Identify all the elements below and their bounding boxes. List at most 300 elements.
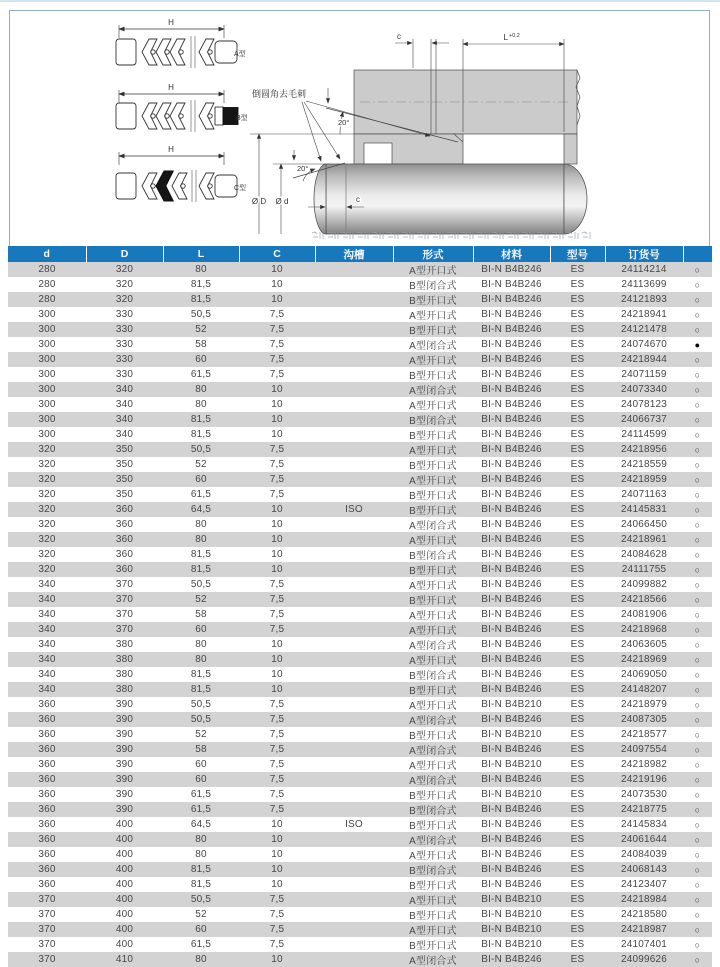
cell-model: ES xyxy=(570,399,585,410)
cell-model: ES xyxy=(570,639,585,650)
cell-model: ES xyxy=(570,609,585,620)
availability-dot: ○ xyxy=(694,429,701,440)
housing-section xyxy=(354,70,580,164)
cell-groove xyxy=(315,607,393,622)
cell-groove xyxy=(315,562,393,577)
cell-D: 360 xyxy=(115,564,134,575)
cell-C: 10 xyxy=(271,279,283,290)
cell-d: 300 xyxy=(38,354,56,365)
cell-model: ES xyxy=(570,294,585,305)
cell-L: 52 xyxy=(195,729,207,740)
availability-dot: ○ xyxy=(694,624,701,635)
table-row xyxy=(8,382,712,397)
cell-groove xyxy=(315,802,393,817)
cell-D: 350 xyxy=(115,489,134,500)
cell-L: 81,5 xyxy=(190,564,212,575)
availability-dot: ○ xyxy=(694,489,701,500)
cell-groove xyxy=(315,412,393,427)
cell-C: 10 xyxy=(271,864,283,875)
cell-material: BI-N B4B210 xyxy=(481,699,542,710)
cell-D: 400 xyxy=(115,909,134,920)
cell-order-no: 24219196 xyxy=(620,774,668,785)
cell-order-no: 24218775 xyxy=(620,804,668,815)
dim-h-label-a: H xyxy=(168,18,174,27)
cell-form: A型开口式 xyxy=(409,536,457,547)
cell-L: 50,5 xyxy=(190,699,212,710)
cell-order-no: 24084628 xyxy=(620,549,668,560)
cell-D: 380 xyxy=(115,669,134,680)
cell-model: ES xyxy=(570,924,585,935)
cell-C: 10 xyxy=(271,639,283,650)
cell-L: 80 xyxy=(195,654,207,665)
cell-model: ES xyxy=(570,804,585,815)
cell-groove xyxy=(315,697,393,712)
cell-L: 64,5 xyxy=(190,819,212,830)
table-row xyxy=(8,637,712,652)
table-row xyxy=(8,352,712,367)
cell-groove xyxy=(315,292,393,307)
cell-L: 52 xyxy=(195,594,207,605)
watermark-strip xyxy=(311,230,591,240)
cell-C: 7,5 xyxy=(269,714,285,725)
cell-D: 400 xyxy=(115,939,134,950)
cell-D: 360 xyxy=(115,519,134,530)
cell-C: 7,5 xyxy=(269,579,285,590)
table-row xyxy=(8,697,712,712)
cell-order-no: 24218987 xyxy=(620,924,668,935)
cell-L: 81,5 xyxy=(190,414,212,425)
cell-material: BI-N B4B246 xyxy=(481,384,542,395)
cell-order-no: 24097554 xyxy=(620,744,668,755)
table-row xyxy=(8,652,712,667)
cell-material: BI-N B4B246 xyxy=(481,684,542,695)
cell-L: 50,5 xyxy=(190,309,212,320)
cell-groove xyxy=(315,652,393,667)
deburr-note: 倒圆角去毛刺 xyxy=(252,89,307,99)
cell-order-no: 24218580 xyxy=(620,909,668,920)
cell-L: 61,5 xyxy=(190,789,212,800)
cell-material: BI-N B4B246 xyxy=(481,774,542,785)
cell-C: 7,5 xyxy=(269,309,285,320)
cell-d: 280 xyxy=(38,279,56,290)
availability-dot: ○ xyxy=(694,804,701,815)
availability-dot: ○ xyxy=(694,819,701,830)
cell-d: 320 xyxy=(38,504,56,515)
header-C: C xyxy=(239,246,315,262)
cell-order-no: 24218956 xyxy=(620,444,668,455)
cell-d: 340 xyxy=(38,669,56,680)
cell-D: 400 xyxy=(115,894,134,905)
cell-L: 58 xyxy=(195,339,207,350)
cell-order-no: 24084039 xyxy=(620,849,668,860)
table-row xyxy=(8,862,712,877)
cell-material: BI-N B4B246 xyxy=(481,609,542,620)
cell-L: 60 xyxy=(195,774,207,785)
cell-C: 7,5 xyxy=(269,609,285,620)
table-row xyxy=(8,292,712,307)
cell-C: 7,5 xyxy=(269,459,285,470)
table-row xyxy=(8,682,712,697)
cell-d: 360 xyxy=(38,714,56,725)
cell-L: 52 xyxy=(195,324,207,335)
cell-material: BI-N B4B246 xyxy=(481,354,542,365)
cell-C: 7,5 xyxy=(269,489,285,500)
cell-L: 80 xyxy=(195,639,207,650)
cell-model: ES xyxy=(570,474,585,485)
cell-d: 320 xyxy=(38,489,56,500)
cell-D: 330 xyxy=(115,309,134,320)
cell-C: 7,5 xyxy=(269,594,285,605)
cell-groove xyxy=(315,667,393,682)
cell-model: ES xyxy=(570,909,585,920)
seal-diagram-c xyxy=(116,152,237,202)
cell-form: B型开口式 xyxy=(409,821,457,832)
cell-C: 10 xyxy=(271,684,283,695)
cell-model: ES xyxy=(570,714,585,725)
table-row xyxy=(8,712,712,727)
cell-form: A型闭合式 xyxy=(409,386,457,397)
availability-dot: ○ xyxy=(694,384,701,395)
cell-L: 60 xyxy=(195,474,207,485)
table-row xyxy=(8,592,712,607)
cell-L: 80 xyxy=(195,264,207,275)
cell-D: 400 xyxy=(115,879,134,890)
cell-groove xyxy=(315,712,393,727)
cell-model: ES xyxy=(570,864,585,875)
availability-dot: ○ xyxy=(694,579,701,590)
cell-L: 81,5 xyxy=(190,429,212,440)
cell-C: 10 xyxy=(271,414,283,425)
table-row xyxy=(8,277,712,292)
cell-form: A型开口式 xyxy=(409,401,457,412)
cell-material: BI-N B4B210 xyxy=(481,894,542,905)
cell-C: 7,5 xyxy=(269,909,285,920)
cell-order-no: 24061644 xyxy=(620,834,668,845)
cell-form: A型闭合式 xyxy=(409,341,457,352)
cell-d: 280 xyxy=(38,264,56,275)
cell-form: A型闭合式 xyxy=(409,836,457,847)
cell-order-no: 24145834 xyxy=(620,819,668,830)
cell-model: ES xyxy=(570,654,585,665)
cell-order-no: 24114214 xyxy=(621,264,667,275)
cell-groove xyxy=(315,472,393,487)
cell-form: A型开口式 xyxy=(409,626,457,637)
cell-material: BI-N B4B246 xyxy=(481,879,542,890)
cell-C: 7,5 xyxy=(269,744,285,755)
availability-dot: ○ xyxy=(694,774,701,785)
cell-C: 10 xyxy=(271,954,283,965)
table-row xyxy=(8,742,712,757)
cell-L: 61,5 xyxy=(190,804,212,815)
cell-model: ES xyxy=(570,789,585,800)
seal-diagram-a xyxy=(116,25,237,68)
cell-form: B型开口式 xyxy=(409,686,457,697)
cell-material: BI-N B4B246 xyxy=(481,549,542,560)
cell-L: 58 xyxy=(195,609,207,620)
cell-material: BI-N B4B246 xyxy=(481,579,542,590)
table-row xyxy=(8,337,712,352)
cell-material: BI-N B4B246 xyxy=(481,414,542,425)
cell-D: 340 xyxy=(115,429,134,440)
cell-groove xyxy=(315,457,393,472)
cell-model: ES xyxy=(570,534,585,545)
cell-d: 370 xyxy=(38,954,56,965)
header-order-no: 订货号 xyxy=(605,246,683,262)
table-body xyxy=(8,262,712,967)
cell-d: 300 xyxy=(38,399,56,410)
cell-order-no: 24111755 xyxy=(621,564,667,575)
cell-model: ES xyxy=(570,519,585,530)
availability-dot: ○ xyxy=(694,714,701,725)
cell-D: 330 xyxy=(115,354,134,365)
cell-C: 10 xyxy=(271,264,283,275)
availability-dot: ○ xyxy=(694,849,701,860)
cell-material: BI-N B4B246 xyxy=(481,489,542,500)
availability-dot: ● xyxy=(694,339,701,350)
cell-order-no: 24121893 xyxy=(620,294,668,305)
cell-material: BI-N B4B246 xyxy=(481,504,542,515)
cell-form: B型开口式 xyxy=(409,881,457,892)
cell-order-no: 24218968 xyxy=(620,624,668,635)
availability-dot: ○ xyxy=(694,609,701,620)
cell-order-no: 24218959 xyxy=(620,474,668,485)
cell-material: BI-N B4B246 xyxy=(481,669,542,680)
cell-groove xyxy=(315,367,393,382)
availability-dot: ○ xyxy=(694,324,701,335)
table-row xyxy=(8,577,712,592)
cell-form: B型开口式 xyxy=(409,431,457,442)
cell-C: 7,5 xyxy=(269,789,285,800)
availability-dot: ○ xyxy=(694,594,701,605)
cell-C: 10 xyxy=(271,834,283,845)
size-table xyxy=(8,246,712,967)
cell-model: ES xyxy=(570,504,585,515)
cell-L: 81,5 xyxy=(190,879,212,890)
cell-d: 340 xyxy=(38,594,56,605)
cell-D: 330 xyxy=(115,339,134,350)
cell-C: 10 xyxy=(271,669,283,680)
cell-D: 360 xyxy=(115,549,134,560)
cell-model: ES xyxy=(570,624,585,635)
cell-form: A型闭合式 xyxy=(409,746,457,757)
cell-form: A型开口式 xyxy=(409,266,457,277)
table-row xyxy=(8,457,712,472)
cell-C: 7,5 xyxy=(269,624,285,635)
cell-L: 81,5 xyxy=(190,294,212,305)
availability-dot: ○ xyxy=(694,924,701,935)
availability-dot: ○ xyxy=(694,744,701,755)
cell-model: ES xyxy=(570,834,585,845)
cell-model: ES xyxy=(570,849,585,860)
cell-order-no: 24218944 xyxy=(620,354,668,365)
angle-upper-label: 20° xyxy=(338,118,350,127)
availability-dot: ○ xyxy=(694,474,701,485)
cell-C: 7,5 xyxy=(269,894,285,905)
cell-d: 300 xyxy=(38,309,56,320)
technical-drawing-panel xyxy=(9,10,710,247)
cell-form: B型开口式 xyxy=(409,941,457,952)
cell-D: 380 xyxy=(115,639,134,650)
cell-groove xyxy=(315,877,393,892)
cell-L: 50,5 xyxy=(190,714,212,725)
cell-groove xyxy=(315,637,393,652)
cell-D: 380 xyxy=(115,684,134,695)
table-row xyxy=(8,517,712,532)
header-form: 形式 xyxy=(393,246,473,262)
cell-groove xyxy=(315,922,393,937)
cell-D: 390 xyxy=(115,744,134,755)
cell-d: 360 xyxy=(38,804,56,815)
cell-d: 340 xyxy=(38,684,56,695)
cell-groove xyxy=(315,427,393,442)
cell-D: 350 xyxy=(115,474,134,485)
cell-C: 10 xyxy=(271,654,283,665)
cell-groove xyxy=(315,577,393,592)
cell-groove xyxy=(315,682,393,697)
cell-C: 7,5 xyxy=(269,699,285,710)
availability-dot: ○ xyxy=(694,534,701,545)
cell-material: BI-N B4B246 xyxy=(481,639,542,650)
table-row xyxy=(8,472,712,487)
cell-material: BI-N B4B246 xyxy=(481,294,542,305)
cell-model: ES xyxy=(570,594,585,605)
table-row xyxy=(8,397,712,412)
header-d: d xyxy=(8,246,86,262)
availability-dot: ○ xyxy=(694,654,701,665)
table-row xyxy=(8,622,712,637)
availability-dot: ○ xyxy=(694,414,701,425)
cell-order-no: 24071163 xyxy=(621,489,667,500)
cell-form: B型开口式 xyxy=(409,596,457,607)
cell-L: 80 xyxy=(195,849,207,860)
cell-L: 64,5 xyxy=(190,504,212,515)
cell-form: B型闭合式 xyxy=(409,416,457,427)
cell-model: ES xyxy=(570,939,585,950)
cell-order-no: 24218979 xyxy=(620,699,668,710)
cell-d: 360 xyxy=(38,699,56,710)
cell-d: 320 xyxy=(38,549,56,560)
table-row xyxy=(8,892,712,907)
cell-d: 300 xyxy=(38,414,56,425)
header-model: 型号 xyxy=(550,246,605,262)
cell-model: ES xyxy=(570,774,585,785)
cell-d: 340 xyxy=(38,609,56,620)
table-row xyxy=(8,907,712,922)
cell-d: 360 xyxy=(38,879,56,890)
cell-model: ES xyxy=(570,549,585,560)
availability-dot: ○ xyxy=(694,279,701,290)
availability-dot: ○ xyxy=(694,504,701,515)
cell-material: BI-N B4B246 xyxy=(481,624,542,635)
cell-groove xyxy=(315,322,393,337)
cell-groove xyxy=(315,892,393,907)
cell-D: 390 xyxy=(115,759,134,770)
header-groove: 沟槽 xyxy=(315,246,393,262)
cell-order-no: 24148207 xyxy=(620,684,668,695)
cell-form: B型开口式 xyxy=(409,911,457,922)
cell-C: 10 xyxy=(271,564,283,575)
cell-model: ES xyxy=(570,354,585,365)
cell-model: ES xyxy=(570,339,585,350)
table-row xyxy=(8,952,712,967)
cell-d: 370 xyxy=(38,909,56,920)
cell-d: 340 xyxy=(38,639,56,650)
cell-model: ES xyxy=(570,279,585,290)
cell-C: 10 xyxy=(271,504,283,515)
cell-model: ES xyxy=(570,744,585,755)
table-row xyxy=(8,802,712,817)
availability-dot: ○ xyxy=(694,354,701,365)
cell-form: B型开口式 xyxy=(409,296,457,307)
availability-dot: ○ xyxy=(694,549,701,560)
cell-order-no: 24218941 xyxy=(620,309,668,320)
cell-form: A型闭合式 xyxy=(409,641,457,652)
header-L: L xyxy=(163,246,239,262)
cell-order-no: 24218984 xyxy=(620,894,668,905)
cell-form: B型开口式 xyxy=(409,326,457,337)
cell-form: A型开口式 xyxy=(409,611,457,622)
cell-material: BI-N B4B246 xyxy=(481,399,542,410)
table-row xyxy=(8,877,712,892)
availability-dot: ○ xyxy=(694,909,701,920)
cell-d: 360 xyxy=(38,759,56,770)
cell-order-no: 24063605 xyxy=(620,639,668,650)
cell-groove xyxy=(315,757,393,772)
cell-groove xyxy=(315,727,393,742)
cell-d: 340 xyxy=(38,624,56,635)
cell-L: 50,5 xyxy=(190,444,212,455)
cell-material: BI-N B4B246 xyxy=(481,429,542,440)
cell-D: 390 xyxy=(115,699,134,710)
cell-groove xyxy=(315,592,393,607)
cell-L: 60 xyxy=(195,924,207,935)
cell-material: BI-N B4B246 xyxy=(481,804,542,815)
availability-dot: ○ xyxy=(694,399,701,410)
cell-C: 7,5 xyxy=(269,804,285,815)
cell-material: BI-N B4B246 xyxy=(481,864,542,875)
cell-d: 340 xyxy=(38,579,56,590)
cell-L: 80 xyxy=(195,954,207,965)
cell-groove xyxy=(315,907,393,922)
page-top-edge xyxy=(0,0,720,2)
cell-L: 81,5 xyxy=(190,864,212,875)
cell-D: 390 xyxy=(115,729,134,740)
cell-groove xyxy=(315,532,393,547)
table-row xyxy=(8,322,712,337)
cell-d: 370 xyxy=(38,894,56,905)
cell-d: 340 xyxy=(38,654,56,665)
cell-d: 320 xyxy=(38,474,56,485)
cell-groove xyxy=(315,382,393,397)
cell-L: 52 xyxy=(195,459,207,470)
cell-D: 340 xyxy=(115,414,134,425)
table-row xyxy=(8,817,712,832)
cell-form: A型开口式 xyxy=(409,656,457,667)
availability-dot: ○ xyxy=(694,699,701,710)
cell-order-no: 24081906 xyxy=(620,609,668,620)
cell-D: 360 xyxy=(115,504,134,515)
cell-L: 50,5 xyxy=(190,579,212,590)
cell-d: 300 xyxy=(38,339,56,350)
cell-material: BI-N B4B210 xyxy=(481,729,542,740)
cell-form: A型闭合式 xyxy=(409,956,457,967)
availability-dot: ○ xyxy=(694,264,701,275)
availability-dot: ○ xyxy=(694,444,701,455)
cell-D: 410 xyxy=(115,954,134,965)
cell-D: 390 xyxy=(115,789,134,800)
cell-form: B型开口式 xyxy=(409,491,457,502)
availability-dot: ○ xyxy=(694,834,701,845)
